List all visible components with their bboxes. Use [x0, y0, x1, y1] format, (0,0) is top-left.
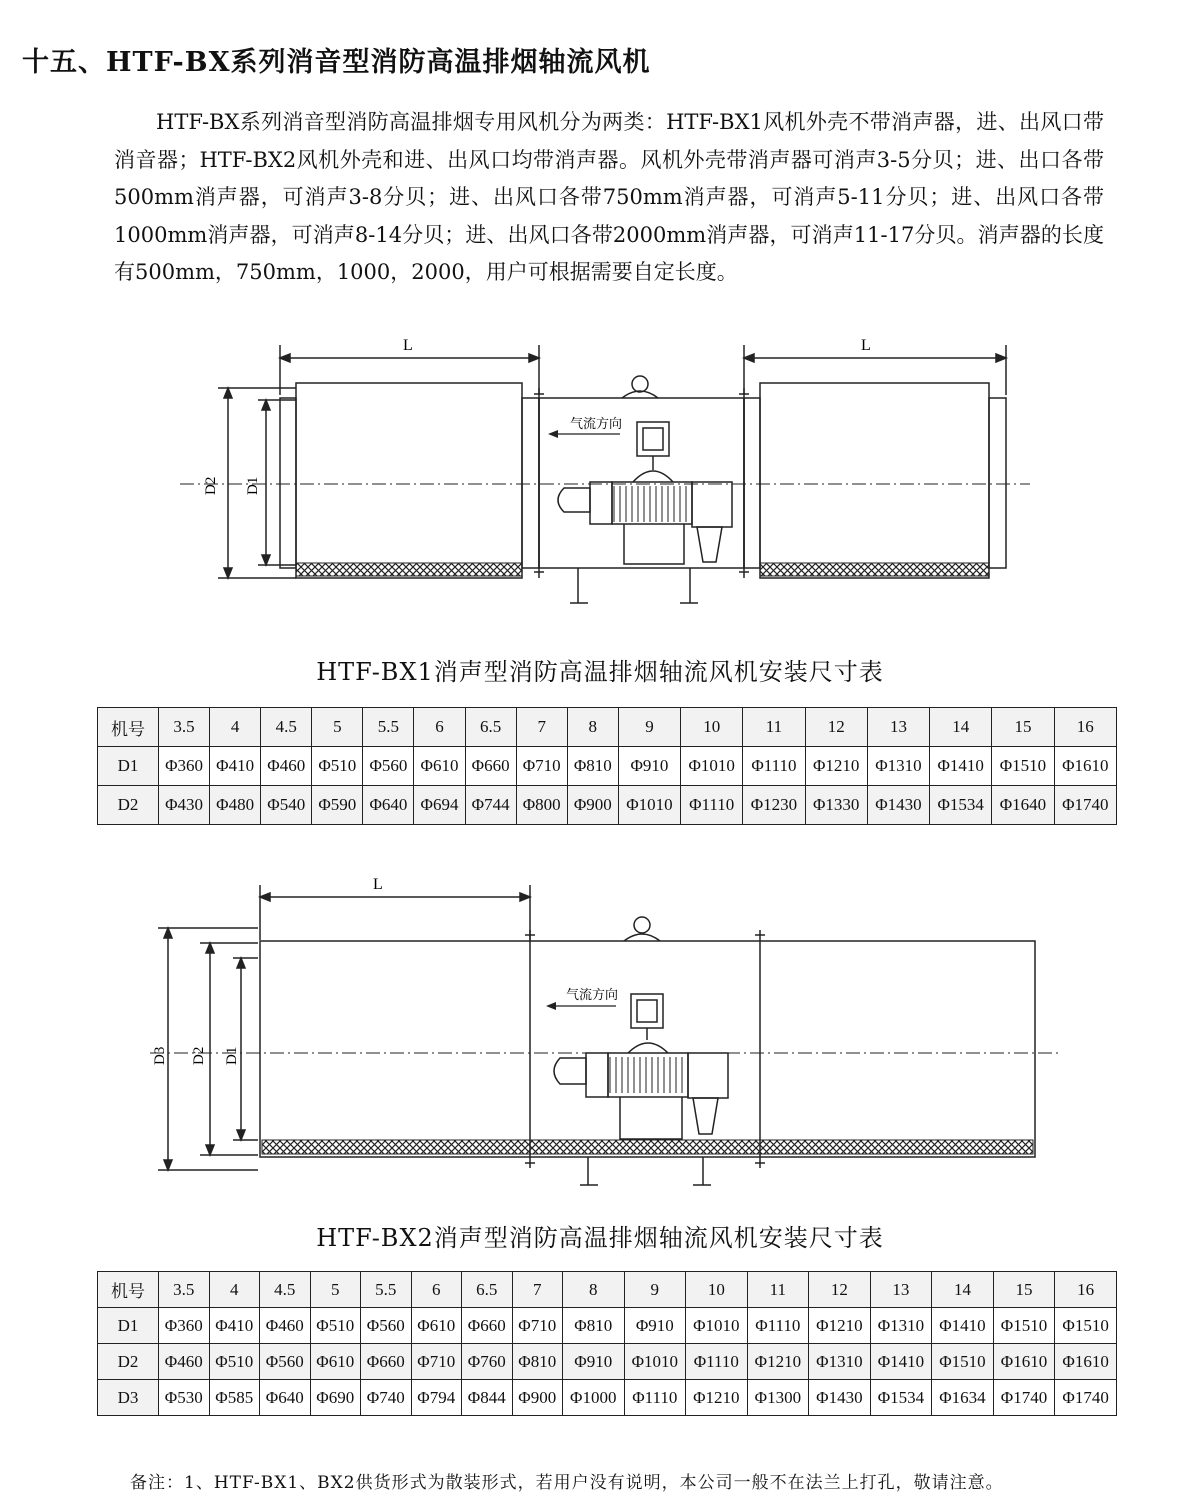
table-cell: Φ810 — [563, 1308, 625, 1344]
column-header-cell: 10 — [686, 1272, 748, 1308]
table-cell: Φ1510 — [993, 1308, 1055, 1344]
table-cell: Φ1610 — [1055, 1344, 1117, 1380]
bx1-dimension-table — [97, 707, 1117, 825]
column-header-cell: 5 — [312, 708, 363, 747]
table-cell: Φ1010 — [618, 786, 680, 825]
column-header-cell: 6 — [411, 1272, 462, 1308]
table-cell: Φ1210 — [805, 747, 867, 786]
table-cell: Φ560 — [363, 747, 414, 786]
table-cell: Φ810 — [567, 747, 618, 786]
table-cell: Φ1000 — [563, 1380, 625, 1416]
column-header-cell: 15 — [992, 708, 1054, 747]
table-cell: Φ900 — [567, 786, 618, 825]
column-header-cell: 12 — [809, 1272, 871, 1308]
column-header-cell: 14 — [932, 1272, 994, 1308]
table-cell: Φ660 — [361, 1344, 412, 1380]
table-cell: Φ1210 — [686, 1380, 748, 1416]
table-cell: Φ1410 — [870, 1344, 932, 1380]
column-header-cell: 4.5 — [260, 1272, 311, 1308]
footnote: 备注：1、HTF-BX1、BX2供货形式为散装形式，若用户没有说明，本公司一般不在法兰上打孔，敬请注意。 — [130, 1473, 1004, 1493]
table-cell: Φ910 — [563, 1344, 625, 1380]
bx1-fan-diagram — [0, 0, 1200, 620]
bx1-d1-label: D1 — [245, 476, 261, 495]
bx1-airflow-label: 气流方向 — [570, 416, 623, 431]
table-cell: Φ710 — [516, 747, 567, 786]
row-header-cell: D1 — [98, 1308, 159, 1344]
table-cell: Φ585 — [209, 1380, 260, 1416]
column-header-cell: 5.5 — [363, 708, 414, 747]
table-cell: Φ1510 — [992, 747, 1054, 786]
column-header-cell: 16 — [1054, 708, 1116, 747]
table-cell: Φ794 — [411, 1380, 462, 1416]
column-header-cell: 6.5 — [462, 1272, 513, 1308]
column-header-cell: 5 — [310, 1272, 361, 1308]
table-cell: Φ1740 — [1055, 1380, 1117, 1416]
table-cell: Φ1740 — [1054, 786, 1116, 825]
bx2-airflow-label: 气流方向 — [566, 987, 619, 1002]
column-header-cell: 12 — [805, 708, 867, 747]
bx2-d1-label: D1 — [224, 1046, 240, 1065]
row-header-cell: 机号 — [98, 708, 159, 747]
table-cell: Φ1310 — [870, 1308, 932, 1344]
column-header-cell: 7 — [512, 1272, 563, 1308]
table-cell: Φ1410 — [932, 1308, 994, 1344]
row-header-cell: D2 — [98, 786, 159, 825]
table-cell: Φ1640 — [992, 786, 1054, 825]
table-cell: Φ410 — [209, 1308, 260, 1344]
column-header-cell: 6.5 — [465, 708, 516, 747]
table-cell: Φ1610 — [993, 1344, 1055, 1380]
bx2-dimension-table — [97, 1271, 1117, 1416]
table-cell: Φ360 — [159, 1308, 210, 1344]
table-cell: Φ760 — [462, 1344, 513, 1380]
table-cell: Φ800 — [516, 786, 567, 825]
table-cell: Φ560 — [260, 1344, 311, 1380]
table-cell: Φ844 — [462, 1380, 513, 1416]
table-cell: Φ694 — [414, 786, 465, 825]
table-cell: Φ744 — [465, 786, 516, 825]
table-cell: Φ480 — [210, 786, 261, 825]
table-cell: Φ1534 — [930, 786, 992, 825]
column-header-cell: 13 — [870, 1272, 932, 1308]
table-cell: Φ660 — [462, 1308, 513, 1344]
row-header-cell: D2 — [98, 1344, 159, 1380]
table-cell: Φ410 — [210, 747, 261, 786]
bx1-length-label-right: L — [861, 337, 871, 354]
bx2-length-label: L — [373, 876, 383, 893]
table-cell: Φ1510 — [932, 1344, 994, 1380]
table1-caption: HTF-BX1消声型消防高温排烟轴流风机安装尺寸表 — [316, 658, 884, 686]
table-cell: Φ1430 — [809, 1380, 871, 1416]
table-cell: Φ610 — [310, 1344, 361, 1380]
table-cell: Φ460 — [260, 1308, 311, 1344]
table-cell: Φ460 — [159, 1344, 210, 1380]
column-header-cell: 8 — [567, 708, 618, 747]
table-cell: Φ540 — [261, 786, 312, 825]
column-header-cell: 4 — [209, 1272, 260, 1308]
table-cell: Φ1534 — [870, 1380, 932, 1416]
table-cell: Φ610 — [414, 747, 465, 786]
column-header-cell: 9 — [624, 1272, 686, 1308]
table-row — [98, 747, 1117, 786]
intro-paragraph: HTF-BX系列消音型消防高温排烟专用风机分为两类：HTF-BX1风机外壳不带消声器，进、出风口带消音器；HTF-BX2风机外壳和进、出风口均带消声器。风机外壳带消声器可消声3-5分贝；进、出口各带500mm消声器，可消声3-8分贝；进、出风口各带750mm消声器，可消声5-11分贝；进、出风口各带1000mm消声器，可消声8-14分贝；进、出风口各带2000mm消声器，可消声11-17分贝。消声器的长度有500mm，750mm，1000，2000，用户可根据需要自定长度。 — [114, 110, 1104, 284]
column-header-cell: 16 — [1055, 1272, 1117, 1308]
table-cell: Φ1110 — [624, 1380, 686, 1416]
bx1-length-label-left: L — [403, 337, 413, 354]
column-header-cell: 11 — [747, 1272, 809, 1308]
table-cell: Φ1300 — [747, 1380, 809, 1416]
column-header-cell: 11 — [743, 708, 805, 747]
table-cell: Φ1110 — [686, 1344, 748, 1380]
column-header-cell: 4.5 — [261, 708, 312, 747]
table-cell: Φ1430 — [867, 786, 929, 825]
column-header-cell: 13 — [867, 708, 929, 747]
table-cell: Φ900 — [512, 1380, 563, 1416]
table-cell: Φ710 — [411, 1344, 462, 1380]
table-cell: Φ910 — [618, 747, 680, 786]
table-cell: Φ560 — [361, 1308, 412, 1344]
column-header-cell: 3.5 — [159, 1272, 210, 1308]
table-cell: Φ690 — [310, 1380, 361, 1416]
table-cell: Φ1210 — [809, 1308, 871, 1344]
bx2-d3-label: D3 — [152, 1046, 168, 1065]
table2-caption: HTF-BX2消声型消防高温排烟轴流风机安装尺寸表 — [316, 1224, 884, 1252]
table-cell: Φ810 — [512, 1344, 563, 1380]
column-header-cell: 10 — [681, 708, 743, 747]
table-cell: Φ640 — [260, 1380, 311, 1416]
bx1-d2-label: D2 — [203, 476, 219, 495]
column-header-cell: 3.5 — [159, 708, 210, 747]
table-cell: Φ530 — [159, 1380, 210, 1416]
table-row — [98, 786, 1117, 825]
row-header-cell: D3 — [98, 1380, 159, 1416]
table-cell: Φ1330 — [805, 786, 867, 825]
column-header-cell: 9 — [618, 708, 680, 747]
table-cell: Φ1110 — [747, 1308, 809, 1344]
table-cell: Φ610 — [411, 1308, 462, 1344]
table-cell: Φ430 — [159, 786, 210, 825]
table-cell: Φ1010 — [686, 1308, 748, 1344]
table-cell: Φ1210 — [747, 1344, 809, 1380]
table-cell: Φ1310 — [809, 1344, 871, 1380]
column-header-cell: 6 — [414, 708, 465, 747]
table-cell: Φ910 — [624, 1308, 686, 1344]
column-header-cell: 4 — [210, 708, 261, 747]
table-row — [98, 1380, 1117, 1416]
table-cell: Φ510 — [209, 1344, 260, 1380]
table-cell: Φ590 — [312, 786, 363, 825]
table-row — [98, 708, 1117, 747]
table-cell: Φ510 — [310, 1308, 361, 1344]
row-header-cell: D1 — [98, 747, 159, 786]
table-cell: Φ740 — [361, 1380, 412, 1416]
table-cell: Φ710 — [512, 1308, 563, 1344]
column-header-cell: 7 — [516, 708, 567, 747]
bx2-fan-diagram — [0, 860, 1200, 1190]
table-cell: Φ1740 — [993, 1380, 1055, 1416]
bx2-d2-label: D2 — [191, 1046, 207, 1065]
table-cell: Φ1010 — [624, 1344, 686, 1380]
table-cell: Φ460 — [261, 747, 312, 786]
table-cell: Φ660 — [465, 747, 516, 786]
table-row — [98, 1308, 1117, 1344]
table-cell: Φ510 — [312, 747, 363, 786]
table-cell: Φ1310 — [867, 747, 929, 786]
table-cell: Φ1230 — [743, 786, 805, 825]
table-cell: Φ1010 — [681, 747, 743, 786]
page-title: 十五、HTF-BX系列消音型消防高温排烟轴流风机 — [22, 47, 651, 78]
table-cell: Φ1110 — [743, 747, 805, 786]
table-row — [98, 1272, 1117, 1308]
row-header-cell: 机号 — [98, 1272, 159, 1308]
column-header-cell: 5.5 — [361, 1272, 412, 1308]
table-cell: Φ1110 — [681, 786, 743, 825]
table-cell: Φ1410 — [930, 747, 992, 786]
column-header-cell: 8 — [563, 1272, 625, 1308]
table-cell: Φ1510 — [1055, 1308, 1117, 1344]
table-cell: Φ640 — [363, 786, 414, 825]
table-cell: Φ1610 — [1054, 747, 1116, 786]
column-header-cell: 14 — [930, 708, 992, 747]
column-header-cell: 15 — [993, 1272, 1055, 1308]
table-cell: Φ1634 — [932, 1380, 994, 1416]
table-row — [98, 1344, 1117, 1380]
table-cell: Φ360 — [159, 747, 210, 786]
